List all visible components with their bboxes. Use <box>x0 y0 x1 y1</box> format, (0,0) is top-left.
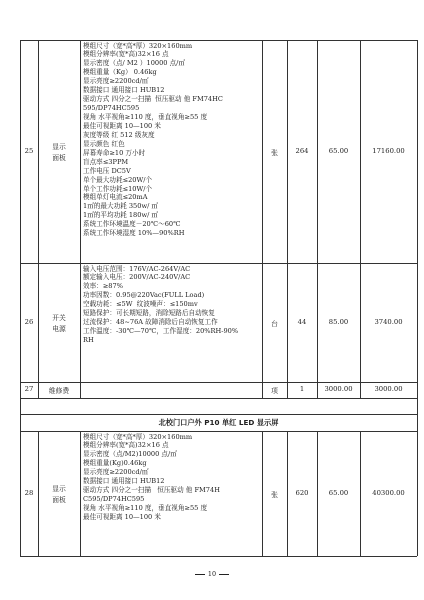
spec-line: 视角 水平视角≥110 度，垂直视角≥55 度 <box>83 113 208 121</box>
total-price-cell: 17160.00 <box>372 146 405 155</box>
spec-line: 输入电压范围：176V/AC-264V/AC <box>83 264 191 273</box>
table-column-border <box>417 382 418 398</box>
unit-cell: 张 <box>271 490 278 499</box>
spec-line: RH <box>83 336 94 344</box>
table-column-border <box>80 263 81 382</box>
spec-line: 显示亮度≥2200cd/㎡ <box>83 468 149 477</box>
section-title: 北校门口户外 P10 单红 LED 显示屏 <box>158 418 279 427</box>
table-column-border <box>80 382 81 398</box>
table-column-border <box>417 263 418 382</box>
spec-cell <box>83 433 220 522</box>
spec-line: 系统工作环境湿度 10%—90%RH <box>83 229 185 238</box>
spec-line: 数据接口 通用接口 HUB12 <box>83 86 165 95</box>
row-number: 26 <box>24 317 34 326</box>
row-number: 25 <box>24 146 34 155</box>
spec-line: 1㎡的平均功耗 180w/ ㎡ <box>83 211 158 220</box>
spec-line: 模组尺寸（宽*高*厚）320×160mm <box>83 432 193 441</box>
total-price-cell: 40300.00 <box>372 488 405 497</box>
unit-cell: 项 <box>271 387 278 395</box>
spec-line: 驱动方式 四分之一扫描 恒压驱动 他 FM74H <box>83 486 220 495</box>
spec-line: 显示颜色 红色 <box>83 139 125 148</box>
spec-line: 过流保护：48~76A 故障消除后自动恢复工作 <box>83 318 218 327</box>
spec-line: 模组重量（Kg） 0.46kg <box>83 68 157 77</box>
spec-line: 最佳可视距离 10—100 米 <box>83 512 161 521</box>
unit-price-cell: 65.00 <box>328 146 349 155</box>
table-column-border <box>417 431 418 556</box>
spec-line: 显示亮度≥2200cd/㎡ <box>83 77 149 86</box>
item-name-line: 面板 <box>52 496 66 504</box>
unit-price-cell: 65.00 <box>328 488 349 497</box>
page-footer <box>0 570 424 578</box>
spec-line: 工作温度：-30℃—70℃，工作湿度：20%RH-90% <box>83 327 239 336</box>
spec-line: 595/DP74HC595 <box>83 104 140 113</box>
item-name-line: 维修费 <box>48 387 70 395</box>
table-column-border <box>417 398 418 431</box>
spec-line: 空载功耗：≤5W 纹波噪声：≤150mv <box>83 300 198 309</box>
row-number: 27 <box>24 385 34 393</box>
spec-line: 模组重量(Kg)0.46kg <box>83 459 147 468</box>
unit-cell: 张 <box>271 148 278 157</box>
total-price-cell: 3740.00 <box>374 317 403 326</box>
footer-dash-left <box>195 574 205 575</box>
total-price-cell: 3000.00 <box>374 385 403 393</box>
unit-price-cell: 3000.00 <box>324 385 353 393</box>
item-name-line: 面板 <box>52 154 66 162</box>
item-name-line: 开关 <box>52 314 66 322</box>
spec-line: 模组分辨率(宽*高)32×16 点 <box>83 50 169 59</box>
table-column-border <box>80 40 81 263</box>
spec-cell <box>83 265 238 345</box>
spec-line: 单个最大功耗≤20W/个 <box>83 175 153 184</box>
table-column-border <box>417 40 418 263</box>
spec-line: 额定输入电压：200V/AC-240V/AC <box>83 273 191 282</box>
table-column-border <box>80 431 81 556</box>
spec-line: 系统工作环境温度－20℃～60℃ <box>83 220 181 229</box>
unit-cell: 台 <box>271 319 278 328</box>
table-row-border <box>20 556 417 557</box>
spec-line: 1㎡的最大功耗 350w/ ㎡ <box>83 202 158 211</box>
spec-line: 效率：≥87% <box>83 282 123 291</box>
spec-line: 驱动方式 四分之一扫描 恒压驱动 他 FM74HC <box>83 95 223 104</box>
row-number: 28 <box>24 488 34 497</box>
spec-line: 模组分辨率(宽*高)32×16 点 <box>83 441 169 450</box>
spec-line: 单个工作功耗≤10W/个 <box>83 184 153 193</box>
spec-line: 视角 水平视角≥110 度，垂直视角≥55 度 <box>83 504 208 512</box>
item-name-line: 电源 <box>52 325 66 333</box>
spec-line: 灰度等级 红 512 级灰度 <box>83 130 155 139</box>
spec-line: 显示密度（点/ M2 ）10000 点/㎡ <box>83 59 185 68</box>
footer-dash-right <box>219 574 229 575</box>
spec-line: 盲点率≤3PPM <box>83 157 129 166</box>
item-name-line: 显示 <box>52 485 66 493</box>
table-row-border <box>20 398 417 399</box>
page-number: 10 <box>207 570 217 578</box>
quantity-cell: 1 <box>299 385 305 393</box>
spec-line: 显示密度（点/M2)10000 点/㎡ <box>83 450 177 459</box>
spec-line: 短路保护：可长期短路，消除短路后自动恢复 <box>83 309 215 318</box>
spec-line: 最佳可视距离 10—100 米 <box>83 121 161 130</box>
unit-price-cell: 85.00 <box>328 317 349 326</box>
spec-cell <box>83 42 223 239</box>
quantity-cell: 620 <box>295 488 309 497</box>
spec-line: C595/DP74HC595 <box>83 495 145 504</box>
item-name-line: 显示 <box>52 143 66 151</box>
spec-line: 模组尺寸（宽*高*厚）320×160mm <box>83 41 193 50</box>
quantity-cell: 44 <box>297 317 307 326</box>
spec-line: 数据接口 通用接口 HUB12 <box>83 477 165 486</box>
spec-line: 屏幕寿命≥10 万小时 <box>83 148 146 157</box>
spec-line: 模组单灯电流≤20mA <box>83 193 148 202</box>
spec-line: 功率因数：0.95@220Vac(FULL Load) <box>83 291 205 300</box>
spec-line: 工作电压 DC5V <box>83 166 131 175</box>
quantity-cell: 264 <box>295 146 309 155</box>
